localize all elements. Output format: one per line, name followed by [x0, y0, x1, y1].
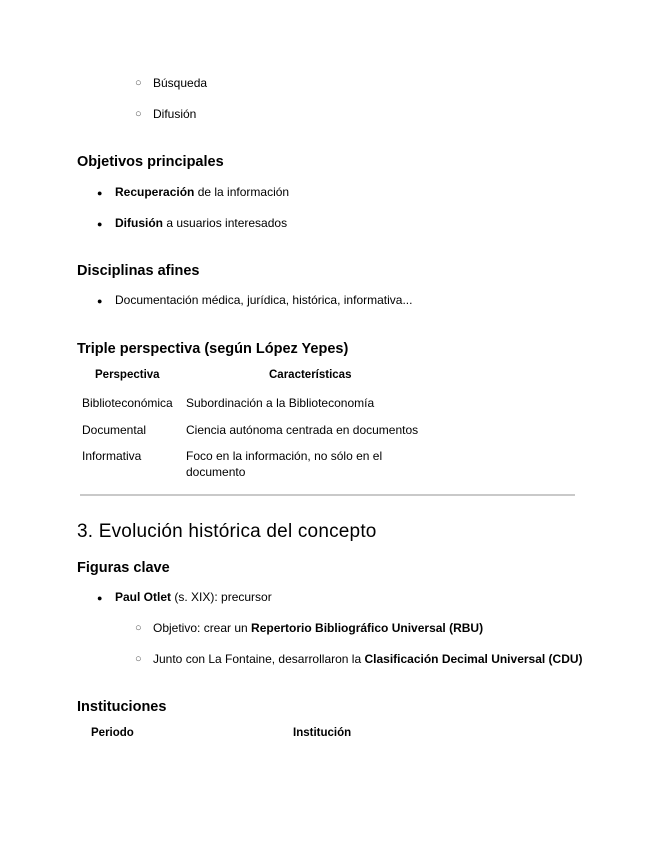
bullet-icon: ● [97, 593, 103, 603]
hollow-bullet-icon: ○ [135, 622, 142, 634]
list-item: Paul Otlet (s. XIX): precursor [115, 590, 272, 604]
list-item: Objetivo: crear un Repertorio Bibliográfico Universal (RBU) [153, 621, 484, 635]
list-item: Difusión a usuarios interesados [115, 216, 288, 230]
hollow-bullet-icon: ○ [135, 77, 142, 89]
list-item: Difusión [153, 107, 197, 121]
table-header-institucion: Institución [293, 727, 352, 739]
section-heading-instituciones: Instituciones [77, 699, 167, 715]
table-cell: Documental [82, 423, 147, 437]
table-cell: documento [186, 465, 246, 479]
table-header-periodo: Periodo [91, 727, 134, 739]
table-header-perspectiva: Perspectiva [95, 369, 160, 381]
table-header-caracteristicas: Características [269, 369, 352, 381]
table-cell: Foco en la información, no sólo en el [186, 449, 383, 463]
section-title-evolucion: 3. Evolución histórica del concepto [77, 521, 377, 542]
section-heading-triple: Triple perspectiva (según López Yepes) [77, 341, 349, 357]
bullet-icon: ● [97, 219, 103, 229]
hollow-bullet-icon: ○ [135, 653, 142, 665]
table-cell: Subordinación a la Biblioteconomía [186, 396, 375, 410]
bullet-icon: ● [97, 296, 103, 306]
section-heading-objetivos: Objetivos principales [77, 154, 224, 170]
hollow-bullet-icon: ○ [135, 108, 142, 120]
list-item: Junto con La Fontaine, desarrollaron la Clasificación Decimal Universal (CDU) [153, 652, 583, 666]
section-heading-disciplinas: Disciplinas afines [77, 263, 200, 279]
list-item: Documentación médica, jurídica, histórica, informativa... [115, 293, 413, 307]
list-item: Búsqueda [153, 76, 208, 90]
table-cell: Ciencia autónoma centrada en documentos [186, 423, 419, 437]
section-heading-figuras: Figuras clave [77, 560, 170, 576]
table-cell: Biblioteconómica [82, 396, 173, 410]
table-cell: Informativa [82, 449, 142, 463]
bullet-icon: ● [97, 188, 103, 198]
horizontal-divider [80, 494, 575, 496]
list-item: Recuperación de la información [115, 185, 290, 199]
